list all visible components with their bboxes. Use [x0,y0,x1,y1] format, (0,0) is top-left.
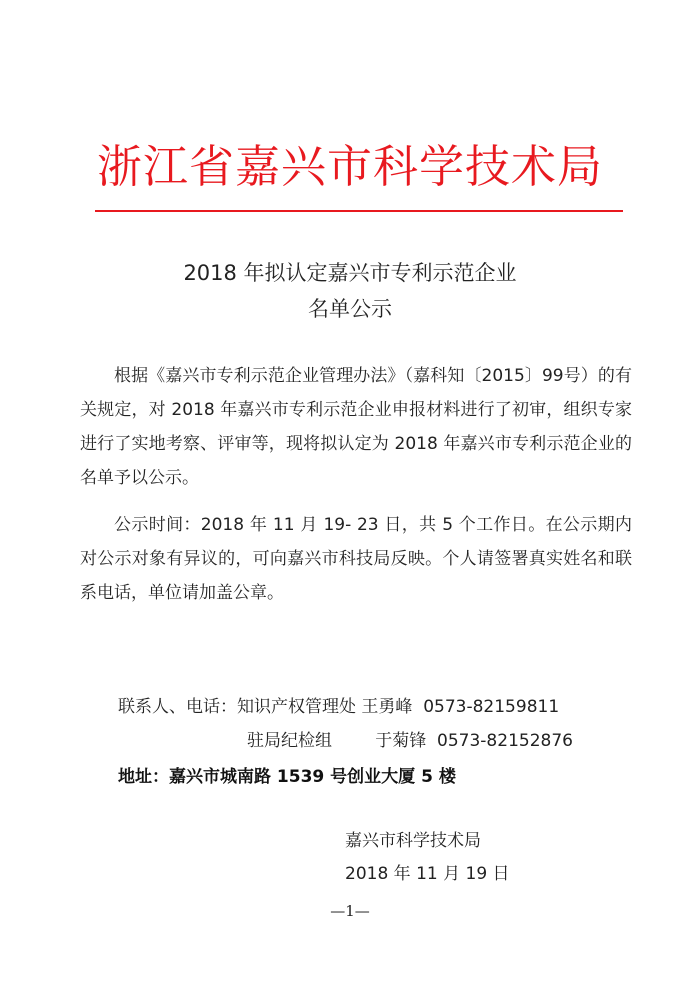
page-number: —1— [330,902,370,920]
document-title-line-2: 名单公示 [308,297,392,321]
agency-letterhead-title: 浙江省嘉兴市科学技术局 [96,140,603,193]
body-paragraph-basis: 根据《嘉兴市专利示范企业管理办法》（嘉科知〔2015〕99号）的有关规定，对 2018 年嘉兴市专利示范企业申报材料进行了初审，组织专家进行了实地考察、评审等，现将拟认定为 2018 年嘉兴市专利示范企业的名单予以公示。 [80,366,632,488]
document-title [0,255,700,327]
contact-line-ip-office: 联系人、电话：知识产权管理处 王勇峰 0573-82159811 [118,697,560,717]
signature-organization: 嘉兴市科学技术局 [345,831,481,851]
document-title-line-1: 2018 年拟认定嘉兴市专利示范企业 [183,261,517,285]
body-paragraph-period: 公示时间：2018 年 11 月 19- 23 日，共 5 个工作日。在公示期内对公示对象有异议的，可向嘉兴市科技局反映。个人请签署真实姓名和联系电话，单位请加盖公章。 [80,515,632,603]
letterhead-red-divider [95,210,623,212]
signature-date: 2018 年 11 月 19 日 [345,864,510,884]
contact-line-discipline-group: 驻局纪检组 于菊锋 0573-82152876 [247,731,573,751]
contact-address: 地址：嘉兴市城南路 1539 号创业大厦 5 楼 [118,767,456,787]
